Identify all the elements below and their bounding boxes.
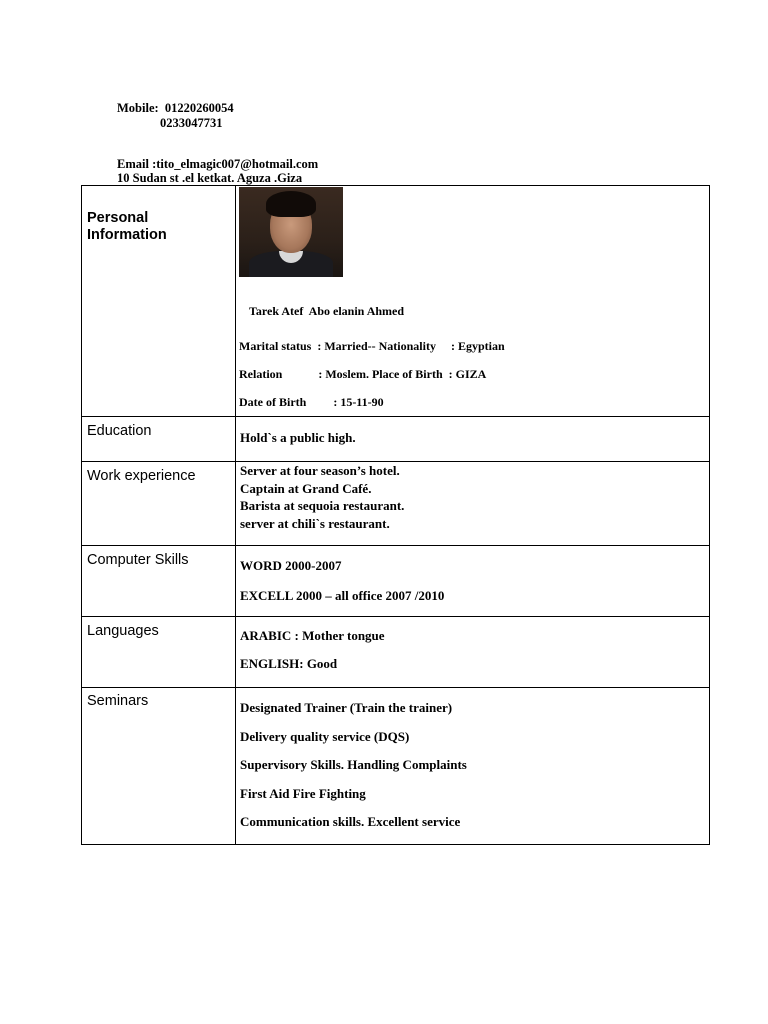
seminar-line: Designated Trainer (Train the trainer) (240, 700, 453, 715)
work-row (82, 462, 710, 546)
seminars-row (82, 688, 710, 845)
languages-label: Languages (82, 617, 236, 688)
seminars-value (236, 688, 710, 845)
email-line: Email :tito_elmagic007@hotmail.com (117, 157, 319, 171)
work-line: Server at four season’s hotel. (240, 463, 400, 478)
personal-label: Personal Information (82, 186, 236, 417)
mobile-number-1: 01220260054 (164, 101, 234, 115)
education-label: Education (82, 417, 236, 462)
mobile-label: Mobile: (117, 101, 159, 115)
language-line: ENGLISH: Good (240, 656, 338, 671)
personal-value (236, 186, 710, 417)
mobile-line (117, 101, 234, 116)
seminar-line: Delivery quality service (DQS) (240, 728, 410, 744)
work-label: Work experience (82, 462, 236, 546)
seminar-line: First Aid Fire Fighting (240, 785, 366, 801)
address-line: 10 Sudan st .el ketkat. Aguza .Giza (117, 171, 303, 185)
education-row (82, 417, 710, 462)
work-line: Captain at Grand Café. (240, 480, 372, 496)
full-name: Tarek Atef Abo elanin Ahmed (249, 304, 405, 318)
languages-value (236, 617, 710, 688)
profile-photo (239, 187, 343, 277)
computer-value (236, 546, 710, 617)
mobile-number-2: 0233047731 (160, 116, 223, 130)
marital-status: Marital status : Married-- Nationality : Egyptian (239, 339, 505, 353)
work-value (236, 462, 710, 546)
computer-label: Computer Skills (82, 546, 236, 617)
seminar-line: Supervisory Skills. Handling Complaints (240, 757, 467, 772)
computer-line: WORD 2000-2007 (240, 558, 342, 573)
languages-row (82, 617, 710, 688)
relation: Relation : Moslem. Place of Birth : GIZA (239, 367, 487, 381)
date-of-birth: Date of Birth : 15-11-90 (239, 395, 384, 409)
cv-table (81, 185, 710, 845)
language-line: ARABIC : Mother tongue (240, 628, 385, 643)
work-line: server at chili`s restaurant. (240, 515, 390, 531)
seminar-line: Communication skills. Excellent service (240, 814, 461, 829)
education-line: Hold`s a public high. (240, 430, 356, 445)
computer-line: EXCELL 2000 – all office 2007 /2010 (240, 588, 445, 603)
computer-row (82, 546, 710, 617)
work-line: Barista at sequoia restaurant. (240, 498, 405, 513)
seminars-label: Seminars (82, 688, 236, 845)
personal-row (82, 186, 710, 417)
education-value (236, 417, 710, 462)
